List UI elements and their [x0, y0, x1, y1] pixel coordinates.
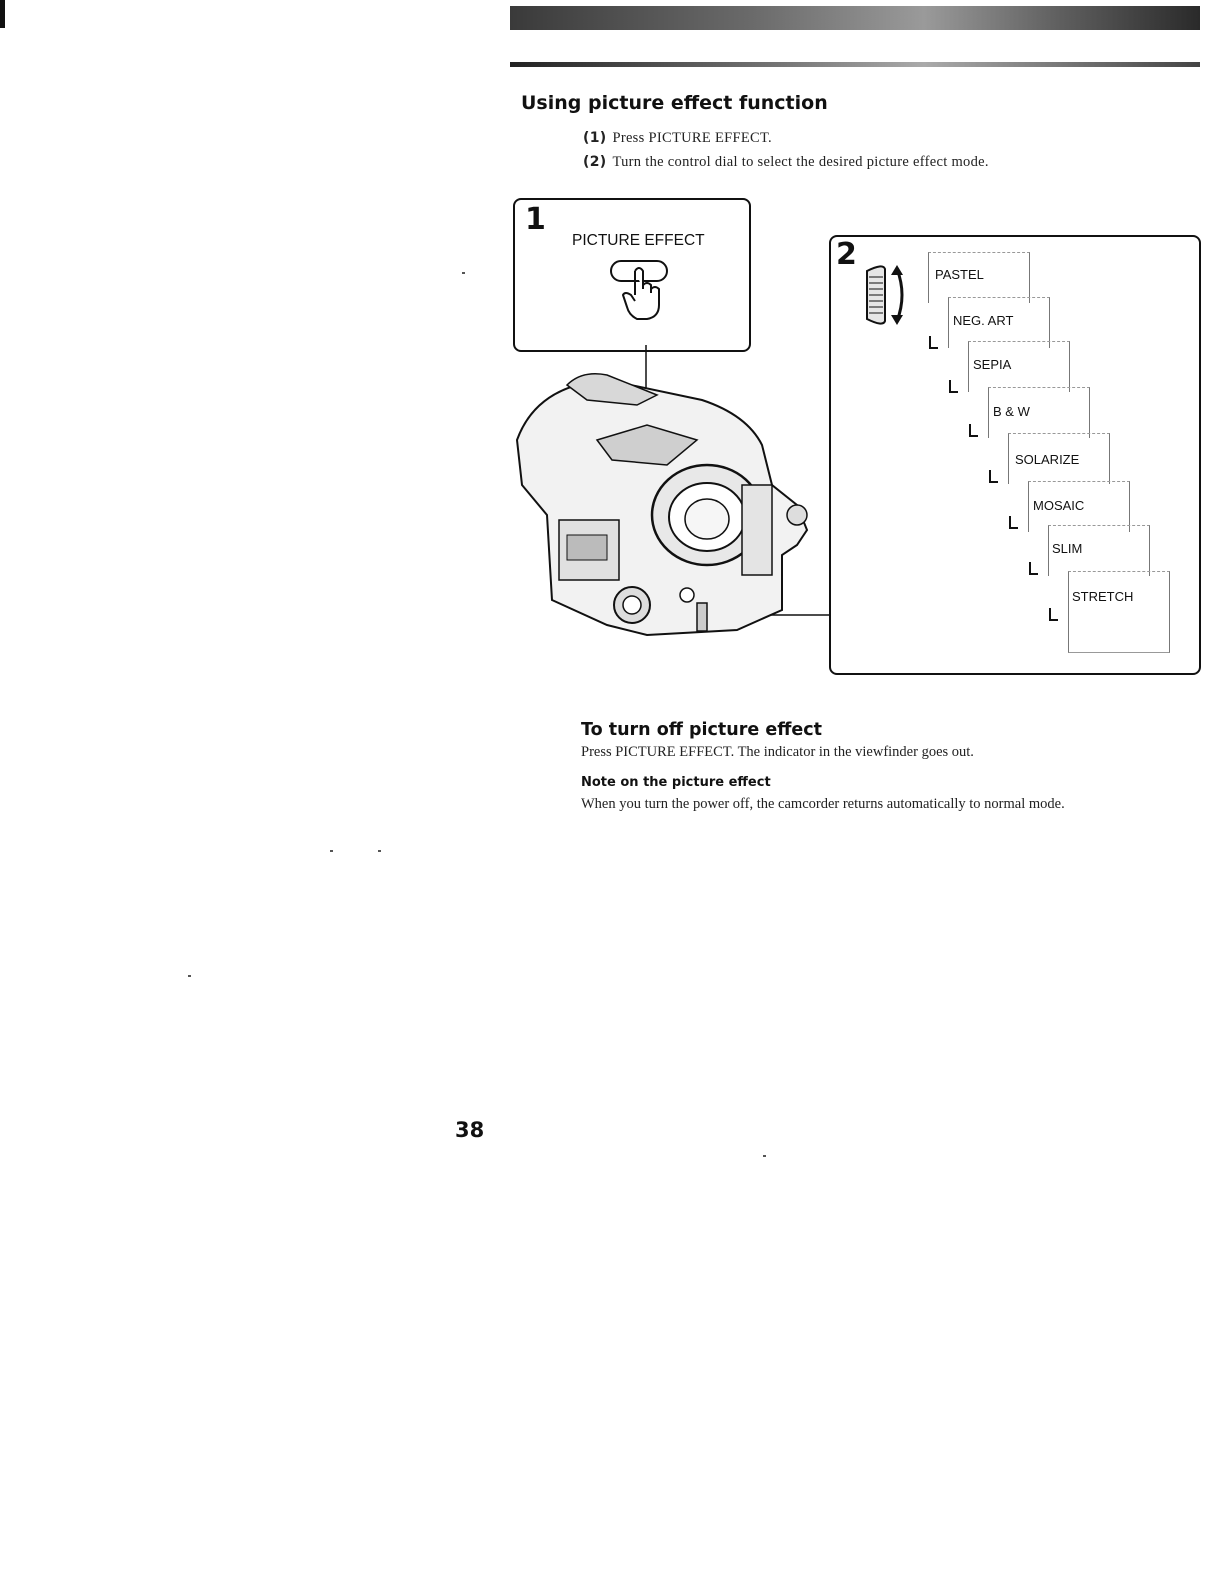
mode-mosaic: MOSAIC — [1033, 498, 1085, 513]
scan-speck — [330, 850, 333, 852]
mode-neg-art: NEG. ART — [953, 313, 1014, 328]
mode-pastel: PASTEL — [935, 267, 984, 282]
press-button-icon — [605, 255, 685, 327]
step-2 — [583, 154, 989, 171]
step-1-text: Press PICTURE EFFECT. — [612, 130, 772, 146]
step-1-number: (1) — [583, 130, 607, 146]
mode-frame — [1068, 571, 1170, 653]
camcorder-illustration — [497, 345, 832, 640]
step-2-number: (2) — [583, 154, 607, 170]
mode-sepia: SEPIA — [973, 357, 1012, 372]
scan-speck — [462, 272, 465, 274]
step-2-text: Turn the control dial to select the desired picture effect mode. — [612, 154, 989, 170]
callout-1-number: 1 — [525, 202, 546, 237]
control-dial-icon — [863, 259, 915, 331]
scan-speck — [763, 1155, 766, 1157]
note-title: Note on the picture effect — [581, 775, 771, 790]
mode-solarize: SOLARIZE — [1015, 452, 1080, 467]
picture-effect-button-label: PICTURE EFFECT — [572, 232, 705, 249]
page-edge-mark — [0, 0, 5, 28]
mode-sequence-arrows — [926, 332, 1066, 632]
mode-b-and-w: B & W — [993, 404, 1030, 419]
step-2-callout — [829, 235, 1201, 675]
mode-stretch: STRETCH — [1072, 589, 1134, 604]
header-rule — [510, 62, 1200, 67]
note-text: When you turn the power off, the camcorder returns automatically to normal mode. — [581, 796, 1065, 812]
mode-slim: SLIM — [1052, 541, 1083, 556]
step-1 — [583, 130, 772, 147]
header-band — [510, 6, 1200, 30]
section-title: Using picture effect function — [521, 92, 828, 114]
scan-speck — [188, 975, 191, 977]
step-1-callout — [513, 198, 751, 352]
callout-2-number: 2 — [836, 237, 857, 272]
scan-speck — [378, 850, 381, 852]
turn-off-title: To turn off picture effect — [581, 720, 822, 740]
turn-off-text: Press PICTURE EFFECT. The indicator in the viewfinder goes out. — [581, 744, 974, 760]
page-number: 38 — [455, 1118, 485, 1142]
